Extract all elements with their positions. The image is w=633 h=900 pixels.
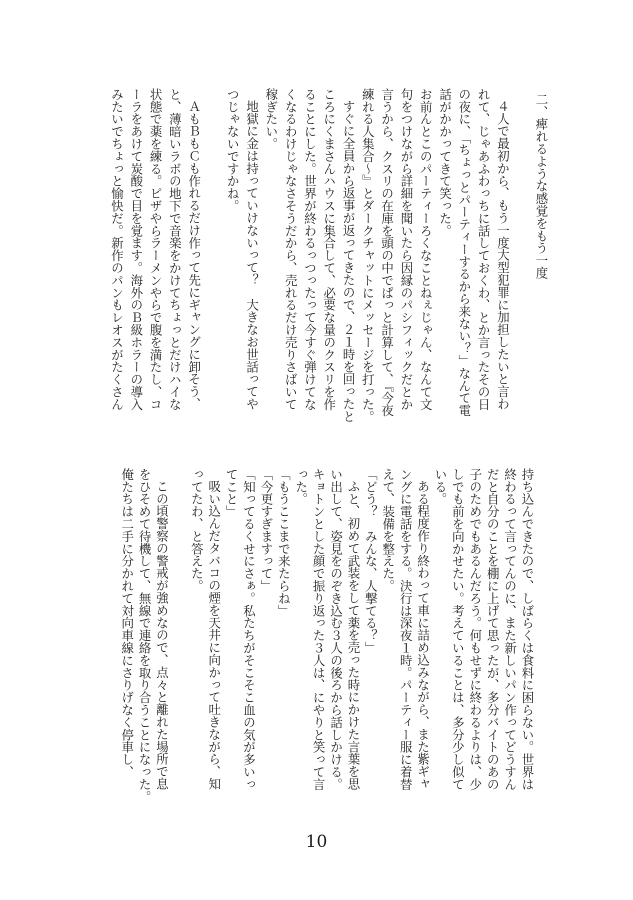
text-line: ふと、初めて武装をして薬を売った時にかけた言葉を思 xyxy=(345,480,361,791)
text-line: い出して、姿見をのぞき込む３人の後ろから話しかける。 xyxy=(328,468,344,791)
text-line: くなるわけじゃなさそうだから、売れるだけ売りさばいて xyxy=(283,88,299,411)
dialogue-line: 「どう？ みんな、人撃てる？」 xyxy=(363,468,379,654)
text-line: えて、装備を整えた。 xyxy=(380,468,396,592)
text-line: だと自分のことを棚に上げて思ったが、多分バイトのあの xyxy=(485,468,501,791)
text-line: った。 xyxy=(293,468,309,506)
text-line: キョトンとした顔で振り返った３人は、にやりと笑って言 xyxy=(311,468,327,791)
text-line: ってたわ、と答えた。 xyxy=(189,468,205,592)
text-line: いる。 xyxy=(432,468,448,506)
text-line: 吸い込んだタバコの煙を天井に向かって吐きながら、知 xyxy=(206,480,222,791)
text-line: 子のためでもあるんだろう。何もせずに終わるよりは、少 xyxy=(467,468,483,791)
bottom-text-block xyxy=(118,468,536,808)
dialogue-line: 「今更すぎますって」 xyxy=(258,468,274,592)
text-line: お前んとこのパーティーろくなことねぇじゃん、なんて文 xyxy=(418,88,434,411)
text-line: 地獄に金は持っていけないって？ 大きなお世話ってや xyxy=(244,100,260,411)
text-line: と、薄暗いラボの地下で音楽をかけてちょっとだけハイな xyxy=(167,88,183,411)
blank-line xyxy=(512,88,531,428)
text-line: ングに電話をする。決行は深夜１時。パーティー服に着替 xyxy=(398,468,414,791)
dialogue-line: 「もうここまで来たらね」 xyxy=(276,468,292,617)
text-line: をひそめて待機して、無線で連絡を取り合うことになった。 xyxy=(137,468,153,803)
dialogue-line: 「知ってるくせにさぁ。私たちがそこそこ血の気が多いっ xyxy=(241,468,257,791)
top-text-block xyxy=(107,88,551,428)
text-line: 俺たちは二手に分かれて対向車線にさりげなく停車し、 xyxy=(119,468,135,778)
text-line: 言うから、クスリの在庫を頭の中でぱっと計算して、『今夜 xyxy=(379,88,395,417)
text-line: 終わるって言ってんのに、また新しいパン作ってどうすん xyxy=(502,468,518,791)
text-line: 話がかかってきて笑った。 xyxy=(437,88,453,237)
text-line: ころにくまさんハウスに集合して、必要な量のクスリを作 xyxy=(321,88,337,411)
text-line: すぐに全員から返事が返ってきたので、２１時を回ったと xyxy=(341,100,357,423)
text-line: 持ち込んできたので、しばらくは食料に困らない。世界は xyxy=(520,468,535,791)
text-line: ることにした。世界が終わるっつったって今すぐ弾けてな xyxy=(302,88,318,411)
text-line: 練れる人集合～』とダークチャットにメッセージを打った。 xyxy=(360,88,376,423)
text-line: の夜に、「ちょっとパーティーするから来ない？」なんて電 xyxy=(456,88,472,417)
text-line: れて、じゃあふわっちに話しておくわ、とか言ったその日 xyxy=(476,88,492,411)
blank-line xyxy=(204,88,223,428)
blank-line xyxy=(170,468,187,808)
text-line: 稼ぎたい。 xyxy=(263,88,279,150)
text-line: つじゃないですかね。 xyxy=(225,88,241,212)
text-line: しでも前を向かせたい。考えていることは、多分少し似て xyxy=(450,468,466,791)
text-line: この頃警察の警戒が強めなので、点々と離れた場所で息 xyxy=(154,480,170,791)
text-line: ある程度作り終わって車に詰め込みながら、また紫ギャ xyxy=(415,480,431,791)
page-number: 10 xyxy=(305,832,328,852)
chapter-title: 二、痺れるような感覚をもう一度 xyxy=(534,92,549,279)
text-line: てこと」 xyxy=(224,468,240,518)
text-line: みたいでちょっと愉快だ。新作のパンもレオスがたくさん xyxy=(109,88,125,411)
text-line: ４人で最初から、もう一度大型犯罪に加担したいと言わ xyxy=(495,100,511,411)
text-line: ーラをあけて炭酸で目を覚ます。海外のＢ級ホラーの導入 xyxy=(128,88,144,411)
text-line: 句をつけながら詳細を聞いたら因縁のパシフィックだとか xyxy=(398,88,414,411)
text-line: ＡもＢもＣも作れるだけ作って先にギャングに卸そう、 xyxy=(186,100,202,411)
text-line: 状態で薬を練る。ピザやらラーメンやらで腹を満たし、コ xyxy=(148,88,164,411)
